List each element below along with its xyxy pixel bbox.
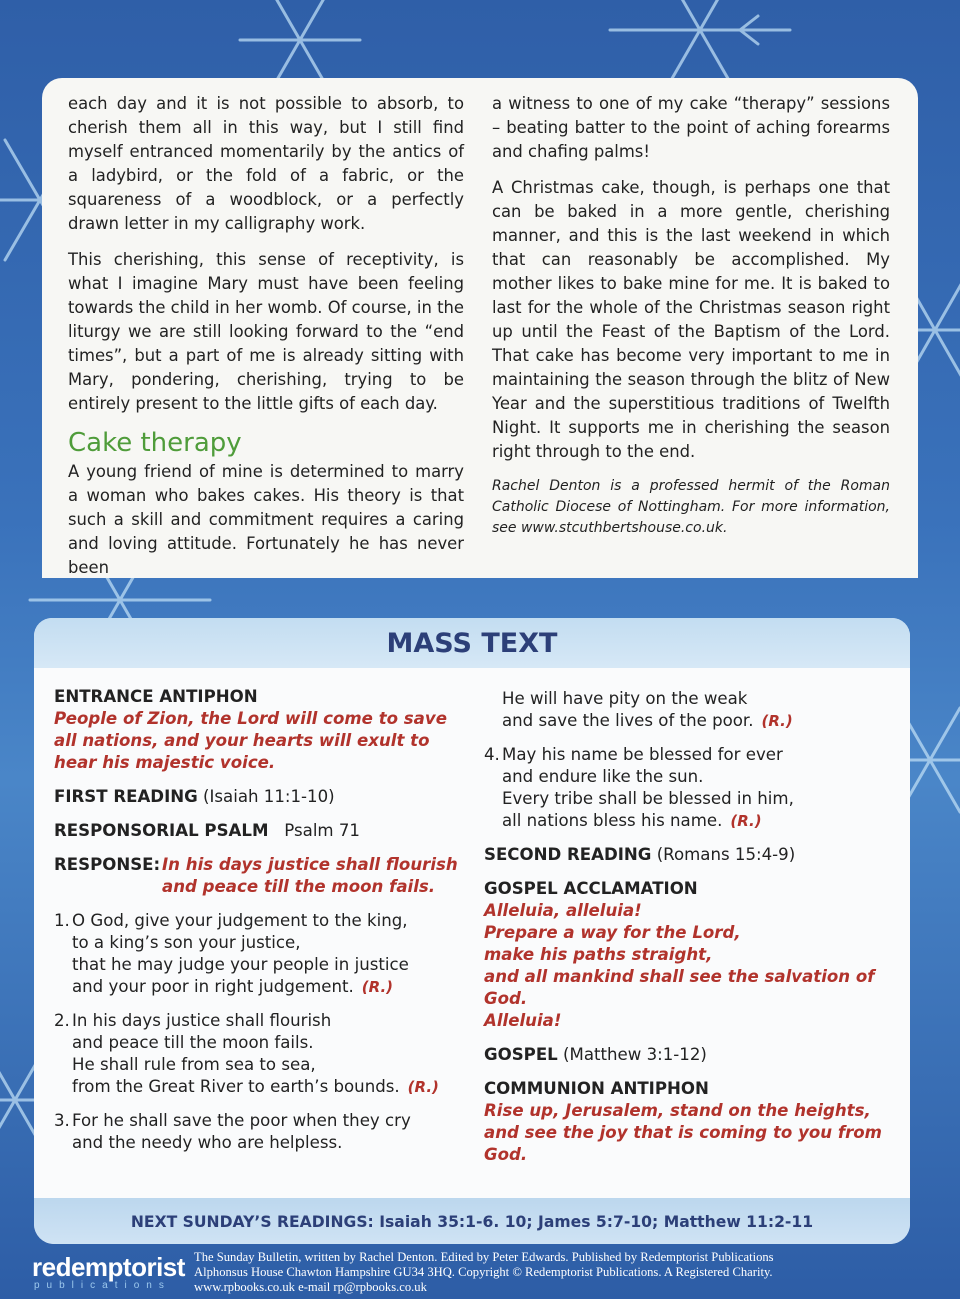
second-reading: SECOND READING (Romans 15:4-9) xyxy=(484,845,796,864)
next-sunday-readings: NEXT SUNDAY’S READINGS: Isaiah 35:1-6. 10; James 5:7-10; Matthew 11:2-11 xyxy=(34,1198,910,1244)
redemptorist-logo: redemptorist xyxy=(32,1252,185,1282)
section-heading: Cake therapy xyxy=(68,428,242,458)
logo-subtitle: publications xyxy=(34,1280,171,1291)
responsorial-psalm: RESPONSORIAL PSALM Psalm 71 xyxy=(54,821,360,840)
mass-left-column xyxy=(54,686,474,1166)
response-line: and peace till the moon fails. xyxy=(162,877,436,896)
entrance-antiphon-text: People of Zion, the Lord will come to save all nations, and your hearts will exult to hear his majestic voice. xyxy=(54,709,447,772)
psalm-verse-3: 3. For he shall save the poor when they cry and the needy who are helpless. xyxy=(54,1111,411,1152)
psalm-ref: Psalm 71 xyxy=(284,821,360,840)
article-paragraph: This cherishing, this sense of receptivity, is what I imagine Mary must have been feeling towards the child in her womb. Of course, in the liturgy we are still looking forward to the “end times”, but a part of me is already sitting with Mary, pondering, cherishing, trying to be entirely present to the little gifts of each day. xyxy=(68,250,464,413)
article-paragraph: A young friend of mine is determined to marry a woman who bakes cakes. His theory is that such a skill and commitment requires a caring and loving attitude. Fortunately he has never been xyxy=(68,462,464,577)
mass-right-column xyxy=(484,688,894,1178)
response-marker: (R.) xyxy=(730,812,762,830)
mass-text-panel xyxy=(34,618,910,1244)
article-right-column xyxy=(492,92,890,551)
communion-antiphon-label: COMMUNION ANTIPHON xyxy=(484,1079,709,1098)
communion-antiphon-text: Rise up, Jerusalem, stand on the heights, and see the joy that is coming to you from God. xyxy=(484,1101,882,1164)
gospel: GOSPEL (Matthew 3:1-12) xyxy=(484,1045,707,1064)
response-marker: (R.) xyxy=(361,978,394,996)
psalm-verse-2: 2. In his days justice shall flourish and peace till the moon fails. He shall rule from sea to sea, from the Great River to earth’s bounds. (R.) xyxy=(54,1011,439,1096)
article-paragraph: A Christmas cake, though, is perhaps one that can be baked in a more gentle, cherishing manner, and this is the last weekend in which that can reasonably be accomplished. My mother likes to bake mine for me. It is baked to last for the whole of the Christmas season right up until the Feast of the Baptism of the Lord. That cake has become very important to me in maintaining the season through the blitz of New Year and the superstitious traditions of Twelfth Night. It supports me in cherishing the season right through to the end. xyxy=(492,178,890,461)
article-paragraph: each day and it is not possible to absorb, to cherish them all in this way, but I still find myself entranced momentarily by the antics of a ladybird, or the fold of a fabric, or the squareness of a woodblock, or a perfectly drawn letter in my calligraphy work. xyxy=(68,94,464,233)
response: RESPONSE: In his days justice shall flourish and peace till the moon fails. xyxy=(54,855,458,896)
article-paragraph: a witness to one of my cake “therapy” sessions – beating batter to the point of aching forearms and chafing palms! xyxy=(492,94,890,161)
first-reading-ref: (Isaiah 11:1-10) xyxy=(203,787,335,806)
second-reading-ref: (Romans 15:4-9) xyxy=(656,845,796,864)
psalm-verse-4: 4. May his name be blessed for ever and endure like the sun. Every tribe shall be blessed in him, all nations bless his name. (R.) xyxy=(484,745,794,830)
article-left-column xyxy=(68,92,464,592)
first-reading: FIRST READING (Isaiah 11:1-10) xyxy=(54,787,335,806)
article-panel xyxy=(42,78,918,578)
gospel-ref: (Matthew 3:1-12) xyxy=(563,1045,707,1064)
author-bio: Rachel Denton is a professed hermit of the Roman Catholic Diocese of Nottingham. For more information, see www.stcuthbertshouse.co.uk. xyxy=(492,478,890,536)
response-marker: (R.) xyxy=(407,1078,439,1096)
response-marker: (R.) xyxy=(761,712,793,730)
psalm-verse-3-continued: He will have pity on the weak and save the lives of the poor. (R.) xyxy=(502,689,793,730)
entrance-antiphon-label: ENTRANCE ANTIPHON xyxy=(54,687,258,706)
response-line: In his days justice shall flourish xyxy=(162,855,458,874)
gospel-acclamation: GOSPEL ACCLAMATION Alleluia, alleluia! Prepare a way for the Lord, make his paths straight, and all mankind shall see the salvation of God. Alleluia! xyxy=(484,879,875,1030)
footer xyxy=(0,1244,960,1299)
mass-text-title: MASS TEXT xyxy=(34,618,910,668)
psalm-verse-1: 1. O God, give your judgement to the king, to a king’s son your justice, that he may judge your people in justice and your poor in right judgement. (R.) xyxy=(54,911,409,996)
publication-credits: The Sunday Bulletin, written by Rachel Denton. Edited by Peter Edwards. Published by Redemptorist Publications Alphonsus House Chawton Hampshire GU34 3HQ. Copyright © Redemptorist Publications. A Registered Charity. www.rpbooks.co.uk e-mail rp@rpbooks.co.uk xyxy=(194,1250,774,1294)
